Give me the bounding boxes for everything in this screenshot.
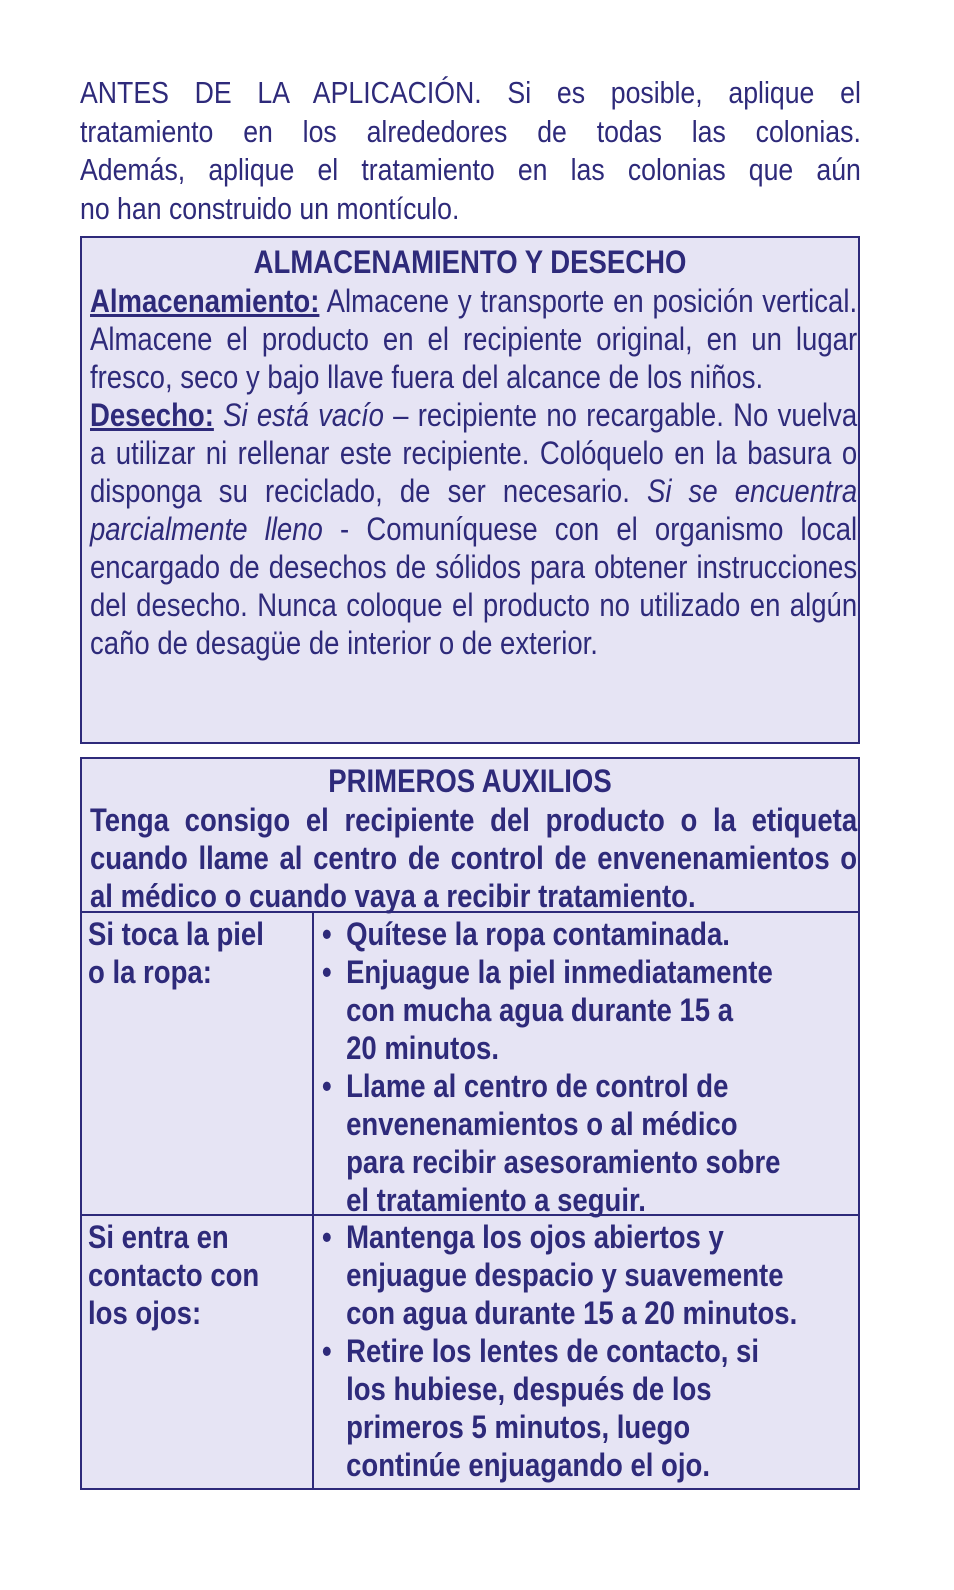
list-item-line: para recibir asesoramiento sobre (346, 1144, 781, 1180)
list-item (322, 1067, 780, 1219)
list-item (322, 915, 780, 953)
intro-line: ANTES DE LA APLICACIÓN. Si es posible, aplique el (80, 75, 861, 110)
eyes-label-line: Si entra en (88, 1219, 229, 1255)
intro-line: Además, aplique el tratamiento en las colonias que aún (80, 152, 861, 187)
list-item-line: • Quítese la ropa contaminada. (346, 916, 730, 952)
list-item-line: continúe enjuagando el ojo. (346, 1447, 710, 1483)
skin-label (88, 915, 264, 991)
eyes-label-cell (82, 1216, 314, 1490)
storage-label: Almacenamiento: (90, 283, 320, 319)
list-item-line: el tratamiento a seguir. (346, 1182, 646, 1218)
first-aid-box (80, 757, 860, 1490)
disposal-empty-text: – recipiente no recargable. No vuelva a utilizar ni rellenar este recipiente. Colóquelo en la basura o disponga su reciclado, de ser necesario. (90, 397, 858, 509)
skin-label-cell (82, 913, 314, 1214)
disposal-label: Desecho: (90, 397, 214, 433)
list-item-line: 20 minutos. (346, 1030, 499, 1066)
list-item-line: • Retire los lentes de contacto, si (346, 1333, 760, 1369)
eyes-instructions (322, 1218, 797, 1484)
disposal-partial-label: Si se encuentra parcialmente lleno (90, 473, 858, 547)
first-aid-title: PRIMEROS AUXILIOS (328, 763, 612, 799)
list-item-line: los hubiese, después de los (346, 1371, 712, 1407)
disposal-paragraph (90, 396, 857, 662)
first-aid-intro: Tenga consigo el recipiente del producto o la etiqueta cuando llame al centro de control de envenenamientos o al médico o cuando vaya a recibir tratamiento. (90, 802, 858, 914)
list-item-line: con agua durante 15 a 20 minutos. (346, 1295, 798, 1331)
list-item-line: • Mantenga los ojos abiertos y (346, 1219, 724, 1255)
eyes-label (88, 1218, 259, 1332)
intro-paragraph (80, 74, 861, 228)
list-item-line: • Llame al centro de control de (346, 1068, 729, 1104)
storage-disposal-text (90, 282, 857, 662)
intro-line: no han construido un montículo. (80, 190, 460, 226)
skin-label-line: Si toca la piel (88, 916, 264, 952)
list-item-line: enjuague despacio y suavemente (346, 1257, 784, 1293)
storage-disposal-title: ALMACENAMIENTO Y DESECHO (253, 244, 687, 280)
eyes-instructions-cell (314, 1216, 858, 1490)
first-aid-row-eyes (82, 1216, 858, 1490)
first-aid-table (82, 911, 858, 1490)
list-item (322, 1332, 797, 1484)
skin-label-line: o la ropa: (88, 954, 212, 990)
list-item (322, 953, 780, 1067)
list-item-line: con mucha agua durante 15 a (346, 992, 733, 1028)
storage-disposal-box (80, 236, 860, 744)
eyes-label-line: contacto con (88, 1257, 260, 1293)
disposal-empty-label: Si está vacío (223, 397, 384, 433)
list-item (322, 1218, 797, 1332)
first-aid-row-skin (82, 913, 858, 1216)
list-item-line: primeros 5 minutos, luego (346, 1409, 691, 1445)
list-item-line: • Enjuague la piel inmediatamente (346, 954, 773, 990)
skin-instructions-cell (314, 913, 858, 1218)
disposal-partial-text: - Comuníquese con el organismo local encargado de desechos de sólidos para obtener instrucciones del desecho. Nunca coloque el producto no utilizado en algún caño de desagüe de interior o de exterior. (90, 511, 858, 661)
storage-text: Almacene y transporte en posición vertical. Almacene el producto en el recipiente original, en un lugar fresco, seco y bajo llave fuera del alcance de los niños. (90, 283, 858, 395)
storage-paragraph (90, 282, 857, 396)
eyes-label-line: los ojos: (88, 1295, 202, 1331)
skin-instructions (322, 915, 780, 1219)
intro-line: tratamiento en los alrededores de todas las colonias. (80, 113, 861, 149)
list-item-line: envenenamientos o al médico (346, 1106, 738, 1142)
